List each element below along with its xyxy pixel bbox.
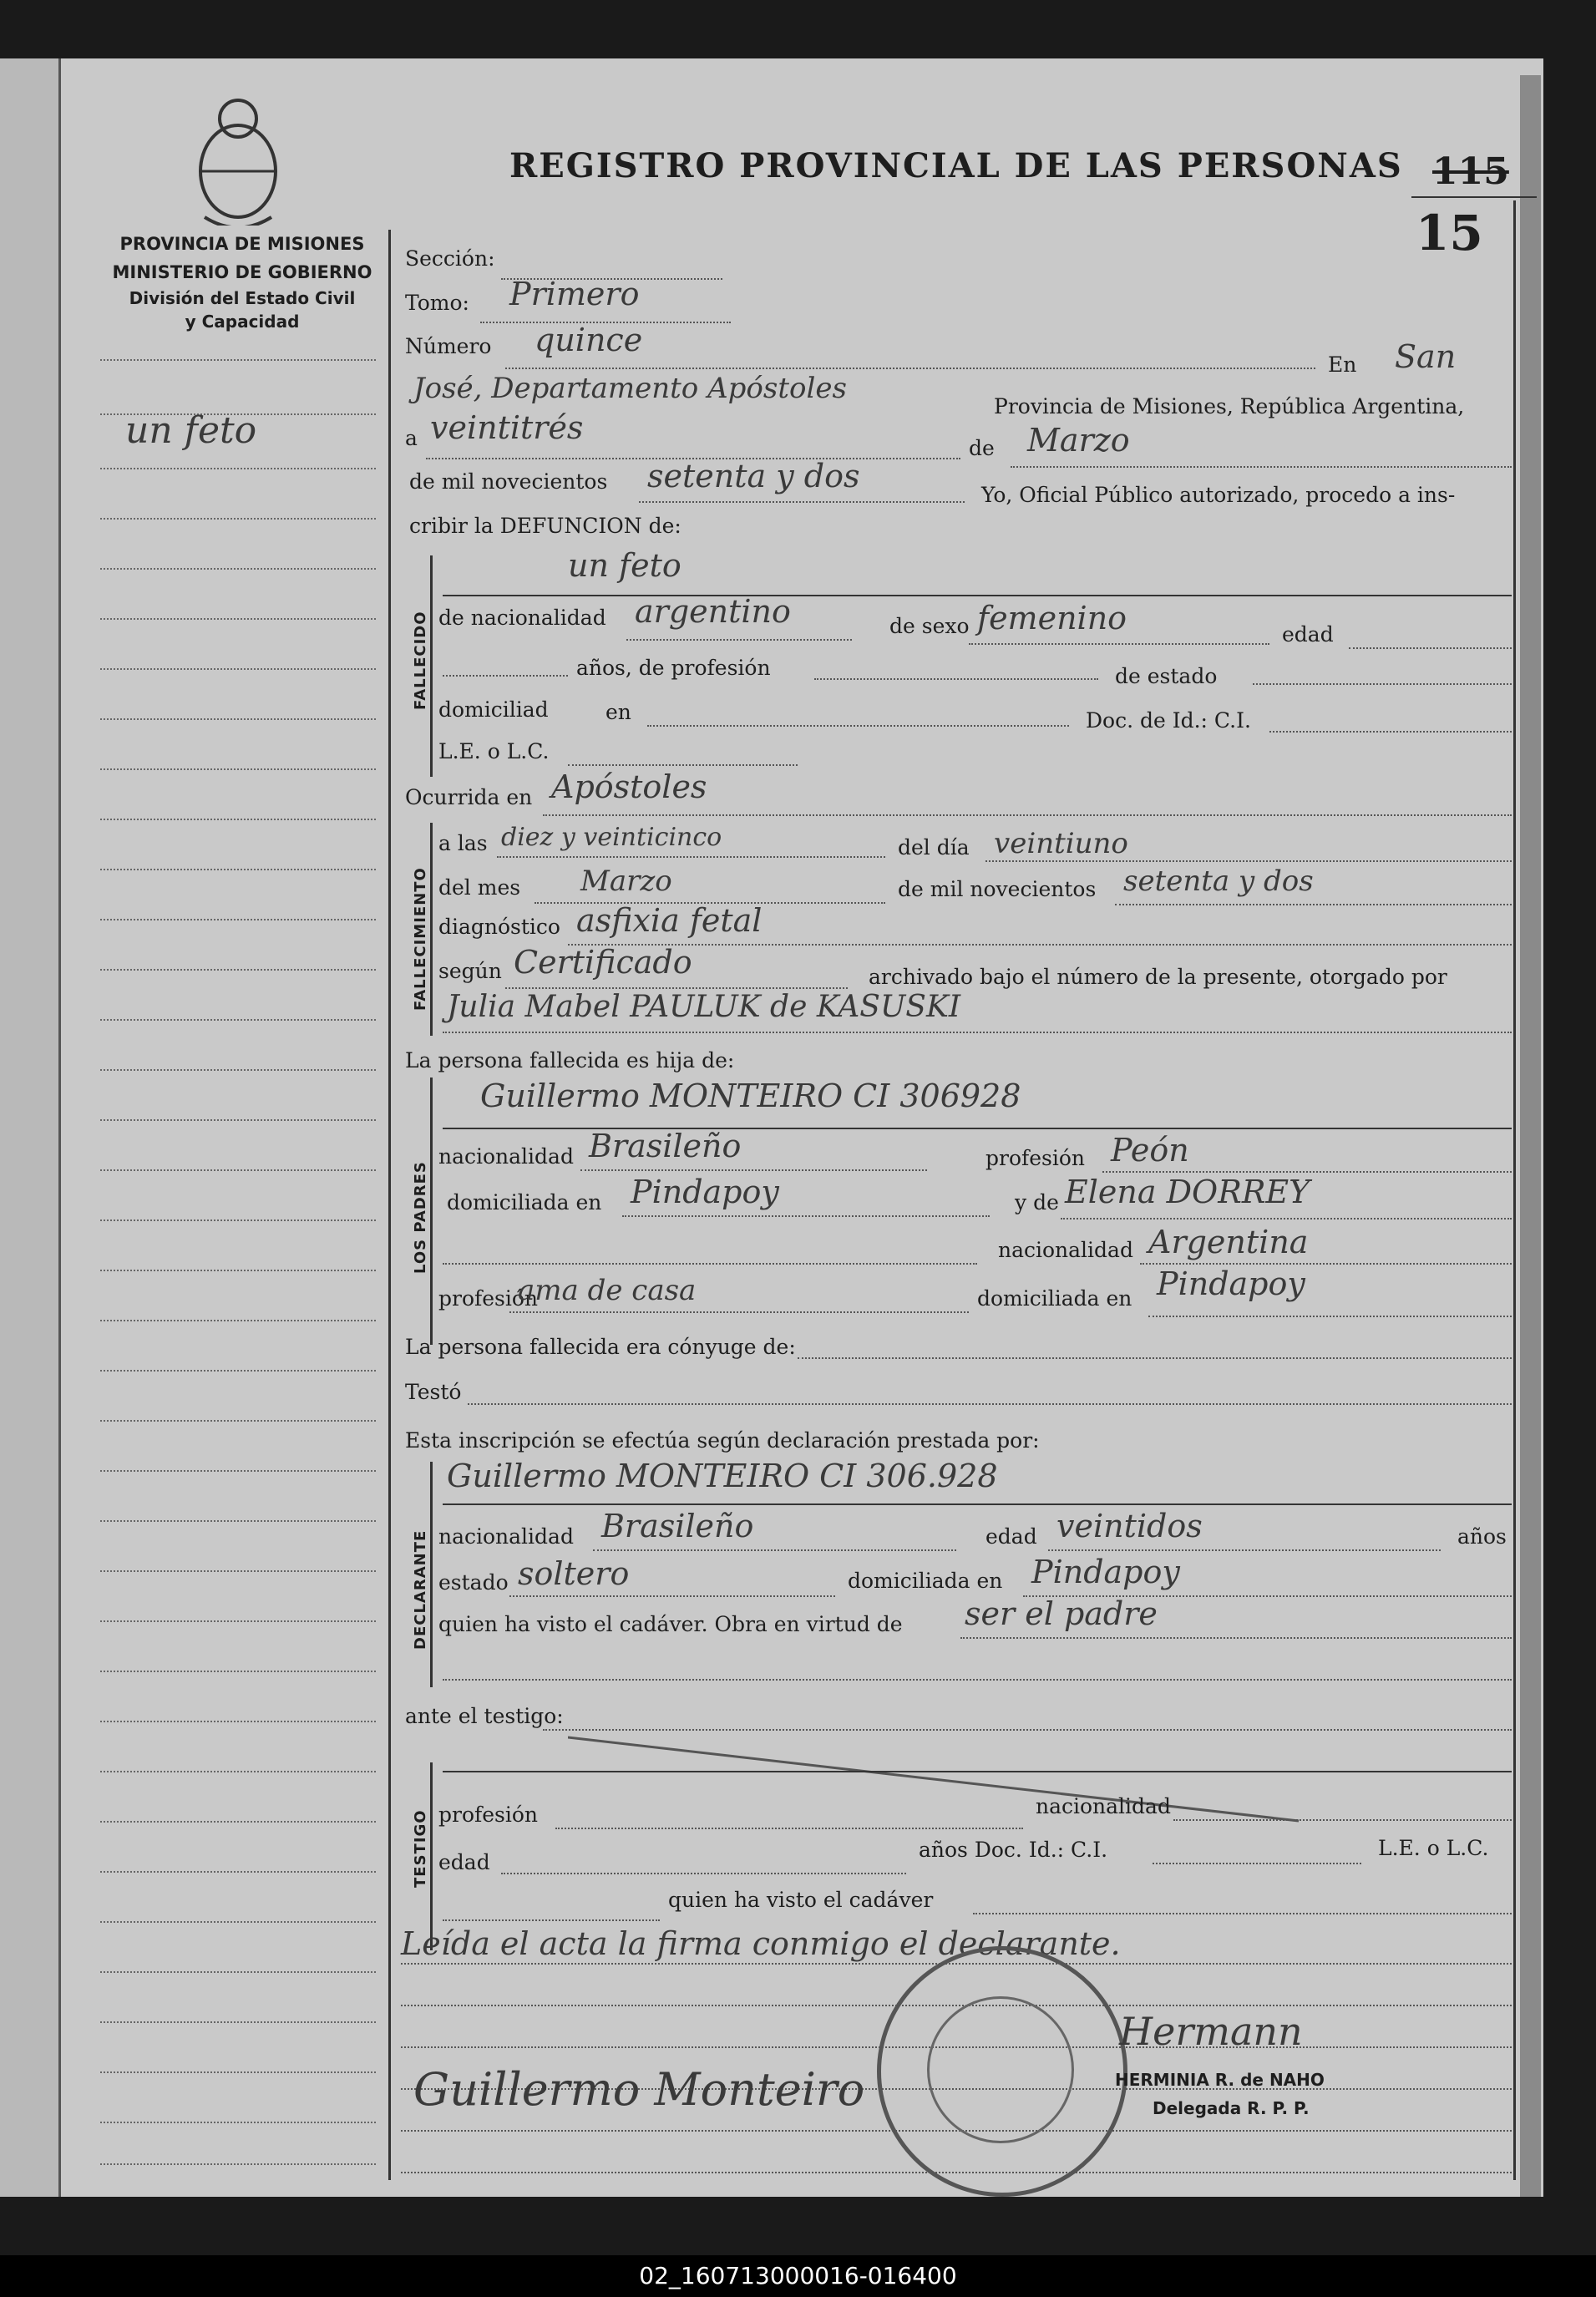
del-mes-label: del mes: [438, 875, 521, 900]
madre-dom-value: Pindapoy: [1157, 1265, 1305, 1302]
archivado-label: archivado bajo el número de la presente, otorgado por: [869, 965, 1447, 989]
tomo-value: Primero: [509, 276, 640, 312]
en-label: En: [1328, 352, 1357, 377]
padre-nac-line: [580, 1169, 927, 1171]
fallecido-side-label: FALLECIDO: [412, 611, 429, 710]
fallecimiento-rule: [430, 823, 433, 1036]
padres-rule: [430, 1078, 433, 1345]
fallecido-rule: [430, 555, 433, 777]
org-header: [100, 230, 384, 333]
padre-prof-label: profesión: [985, 1146, 1086, 1170]
domicilio-label: domiciliad: [438, 697, 549, 722]
form-left-rule: [388, 230, 391, 2180]
madre-dom-label: domiciliada en: [977, 1286, 1132, 1311]
blank-line: [443, 1263, 977, 1265]
nacionalidad-label: de nacionalidad: [438, 606, 606, 630]
numero-label: Número: [405, 334, 492, 358]
year-label: de mil novecientos: [409, 469, 608, 494]
file-id-caption: 02_160713000016-016400: [0, 2255, 1596, 2297]
official-signature: Hermann: [1119, 2009, 1303, 2054]
ocurrida-label: Ocurrida en: [405, 785, 533, 809]
padre-dom-value: Pindapoy: [631, 1174, 779, 1210]
diagnostico-value: asfixia fetal: [576, 902, 763, 939]
virtud-line: [960, 1637, 1512, 1639]
testigo-name-line: [443, 1771, 1512, 1772]
virtud-value: ser el padre: [965, 1595, 1158, 1632]
estado-label: de estado: [1115, 664, 1218, 688]
coat-of-arms-icon: [188, 92, 288, 226]
madre-nac-label: nacionalidad: [998, 1238, 1133, 1262]
tomo-label: Tomo:: [405, 291, 469, 315]
decl-nac-value: Brasileño: [601, 1508, 754, 1544]
hija-label: La persona fallecida es hija de:: [405, 1048, 735, 1072]
ocurrida-line: [543, 814, 1512, 816]
official-name: HERMINIA R. de NAHO: [1115, 2070, 1325, 2090]
t-nac-label: nacionalidad: [1036, 1794, 1171, 1818]
decl-dom-label: domiciliada en: [848, 1569, 1003, 1593]
declaracion-label: Esta inscripción se efectúa según declaración prestada por:: [405, 1428, 1040, 1453]
doc-label: Doc. de Id.: C.I.: [1086, 708, 1251, 733]
official-stamp-inner: [927, 1996, 1074, 2143]
hora-line: [497, 856, 885, 858]
t-prof-line: [555, 1828, 1023, 1829]
le-label: L.E. o L.C.: [438, 739, 550, 763]
conyuge-line: [798, 1357, 1512, 1359]
sexo-value: femenino: [977, 600, 1127, 636]
nacionalidad-value: argentino: [635, 593, 791, 630]
oficial-label: Yo, Oficial Público autorizado, procedo a ins-: [981, 483, 1456, 507]
declarant-signature: Guillermo Monteiro: [413, 2063, 865, 2116]
closing-statement: Leída el acta la firma conmigo el declarante.: [401, 1925, 1121, 1962]
declarante-line: [443, 1503, 1512, 1505]
anos-line: [443, 675, 568, 677]
edad-line: [1349, 647, 1512, 649]
profesion-line: [814, 678, 1098, 680]
org-line: División del Estado Civil: [129, 288, 356, 308]
madre-prof-value: ama de casa: [518, 1274, 697, 1307]
year-line: [639, 501, 965, 503]
org-line: y Capacidad: [185, 312, 300, 332]
testigo-side-label: TESTIGO: [412, 1809, 429, 1888]
sexo-label: de sexo: [889, 614, 970, 638]
y-de-label: y de: [1015, 1190, 1059, 1214]
nacionalidad-line: [626, 639, 852, 641]
padre-value: Guillermo MONTEIRO CI 306928: [480, 1078, 1021, 1114]
padre-nac-label: nacionalidad: [438, 1144, 574, 1169]
t-edad-label: edad: [438, 1850, 490, 1874]
place-value: José, Departamento Apóstoles: [413, 372, 847, 405]
t-edad-line: [501, 1873, 906, 1874]
t-cadaver-label: quien ha visto el cadáver: [668, 1888, 934, 1912]
domicilio-line: [647, 725, 1069, 727]
sexo-line: [969, 643, 1269, 645]
edad-label: edad: [1282, 622, 1334, 647]
page-edge: [1520, 75, 1541, 2197]
t-le-label: L.E. o L.C.: [1378, 1836, 1489, 1860]
anio-line: [1115, 904, 1512, 905]
decl-anos-label: años: [1457, 1524, 1507, 1549]
numero-line: [505, 368, 1315, 369]
madre-dom-line: [1148, 1316, 1512, 1317]
medico-value: Julia Mabel PAULUK de KASUSKI: [447, 990, 961, 1024]
official-title: Delegada R. P. P.: [1153, 2098, 1310, 2118]
padre-prof-line: [1102, 1171, 1512, 1173]
declarante-rule: [430, 1462, 433, 1687]
en2-label: en: [605, 700, 631, 724]
decl-dom-value: Pindapoy: [1031, 1554, 1180, 1590]
testigo-label: ante el testigo:: [405, 1704, 564, 1728]
fallecimiento-side-label: FALLECIMIENTO: [412, 867, 429, 1011]
del-dia-label: del día: [898, 835, 970, 859]
le-line: [568, 764, 798, 766]
madre-line: [1061, 1218, 1512, 1219]
decl-estado-line: [509, 1595, 835, 1597]
segun-value: Certificado: [514, 944, 692, 981]
madre-value: Elena DORREY: [1065, 1174, 1310, 1210]
decl-nac-label: nacionalidad: [438, 1524, 574, 1549]
decl-nac-line: [593, 1549, 956, 1551]
cadaver-label: quien ha visto el cadáver. Obra en virtud de: [438, 1612, 903, 1636]
de-label: de: [969, 436, 995, 460]
medico-line: [443, 1032, 1512, 1033]
page-title: REGISTRO PROVINCIAL DE LAS PERSONAS: [509, 146, 1403, 185]
decl-edad-line: [1048, 1549, 1441, 1551]
segun-label: según: [438, 959, 502, 983]
numero-value: quince: [535, 322, 643, 358]
provincia-label: Provincia de Misiones, República Argentina,: [994, 394, 1465, 418]
madre-prof-line: [509, 1311, 969, 1313]
a-las-label: a las: [438, 831, 488, 855]
decl-blank-line: [443, 1679, 1512, 1681]
declarante-side-label: DECLARANTE: [412, 1529, 429, 1650]
testo-line: [468, 1403, 1512, 1405]
form-right-rule: [1513, 200, 1516, 2180]
cribir-label: cribir la DEFUNCION de:: [409, 514, 681, 538]
anio-value: setenta y dos: [1123, 865, 1314, 898]
dia-line: [985, 860, 1512, 862]
record-number: 15: [1416, 205, 1483, 261]
book-left-page: [0, 58, 63, 2197]
fallecido-name: un feto: [568, 547, 681, 584]
number-struck: 115: [1432, 150, 1509, 193]
seccion-label: Sección:: [405, 246, 495, 271]
conyuge-label: La persona fallecida era cónyuge de:: [405, 1335, 796, 1359]
diagnostico-line: [568, 944, 1512, 946]
divider: [1411, 196, 1537, 198]
t-anos-label: años Doc. Id.: C.I.: [919, 1838, 1108, 1862]
decl-edad-label: edad: [985, 1524, 1037, 1549]
padres-side-label: LOS PADRES: [412, 1161, 429, 1274]
padre-nac-value: Brasileño: [589, 1128, 742, 1164]
madre-prof-label: profesión: [438, 1286, 539, 1311]
cancel-strike: [568, 1733, 1303, 1825]
madre-nac-line: [1140, 1263, 1512, 1265]
segun-line: [505, 987, 848, 989]
decl-estado-value: soltero: [518, 1555, 630, 1592]
t-cadaver-line: [973, 1913, 1512, 1914]
hora-value: diez y veinticinco: [501, 823, 722, 852]
en-value: San: [1395, 338, 1457, 375]
a-label: a: [405, 426, 418, 450]
fallecido-name-line: [443, 595, 1512, 596]
madre-nac-value: Argentina: [1148, 1224, 1309, 1260]
padre-dom-line: [622, 1215, 990, 1217]
ocurrida-value: Apóstoles: [551, 768, 707, 805]
decl-edad-value: veintidos: [1056, 1508, 1203, 1544]
doc-line: [1269, 731, 1512, 733]
t-blank-line: [443, 1919, 660, 1921]
decl-estado-label: estado: [438, 1570, 509, 1595]
t-doc-line: [1153, 1863, 1361, 1864]
t-prof-label: profesión: [438, 1803, 539, 1827]
org-line: PROVINCIA DE MISIONES: [119, 234, 365, 254]
day-value: veintitrés: [430, 409, 584, 446]
mil-label: de mil novecientos: [898, 877, 1097, 901]
margin-note: un feto: [125, 409, 257, 452]
t-nac-line: [1173, 1819, 1512, 1821]
estado-line: [1253, 683, 1512, 685]
testo-label: Testó: [405, 1380, 462, 1404]
testigo-line: [543, 1729, 1512, 1731]
padre-dom-label: domiciliada en: [447, 1190, 602, 1214]
diagnostico-label: diagnóstico: [438, 915, 560, 939]
org-line: MINISTERIO DE GOBIERNO: [112, 262, 372, 282]
padre-prof-value: Peón: [1111, 1132, 1189, 1169]
testigo-rule: [430, 1762, 433, 1950]
declarante-value: Guillermo MONTEIRO CI 306.928: [447, 1458, 998, 1494]
month-value: Marzo: [1027, 422, 1130, 459]
year-value: setenta y dos: [647, 458, 860, 494]
mes-value: Marzo: [580, 865, 672, 898]
dia-value: veintiuno: [994, 827, 1128, 860]
anos-label: años, de profesión: [576, 656, 771, 680]
month-line: [1011, 466, 1512, 468]
